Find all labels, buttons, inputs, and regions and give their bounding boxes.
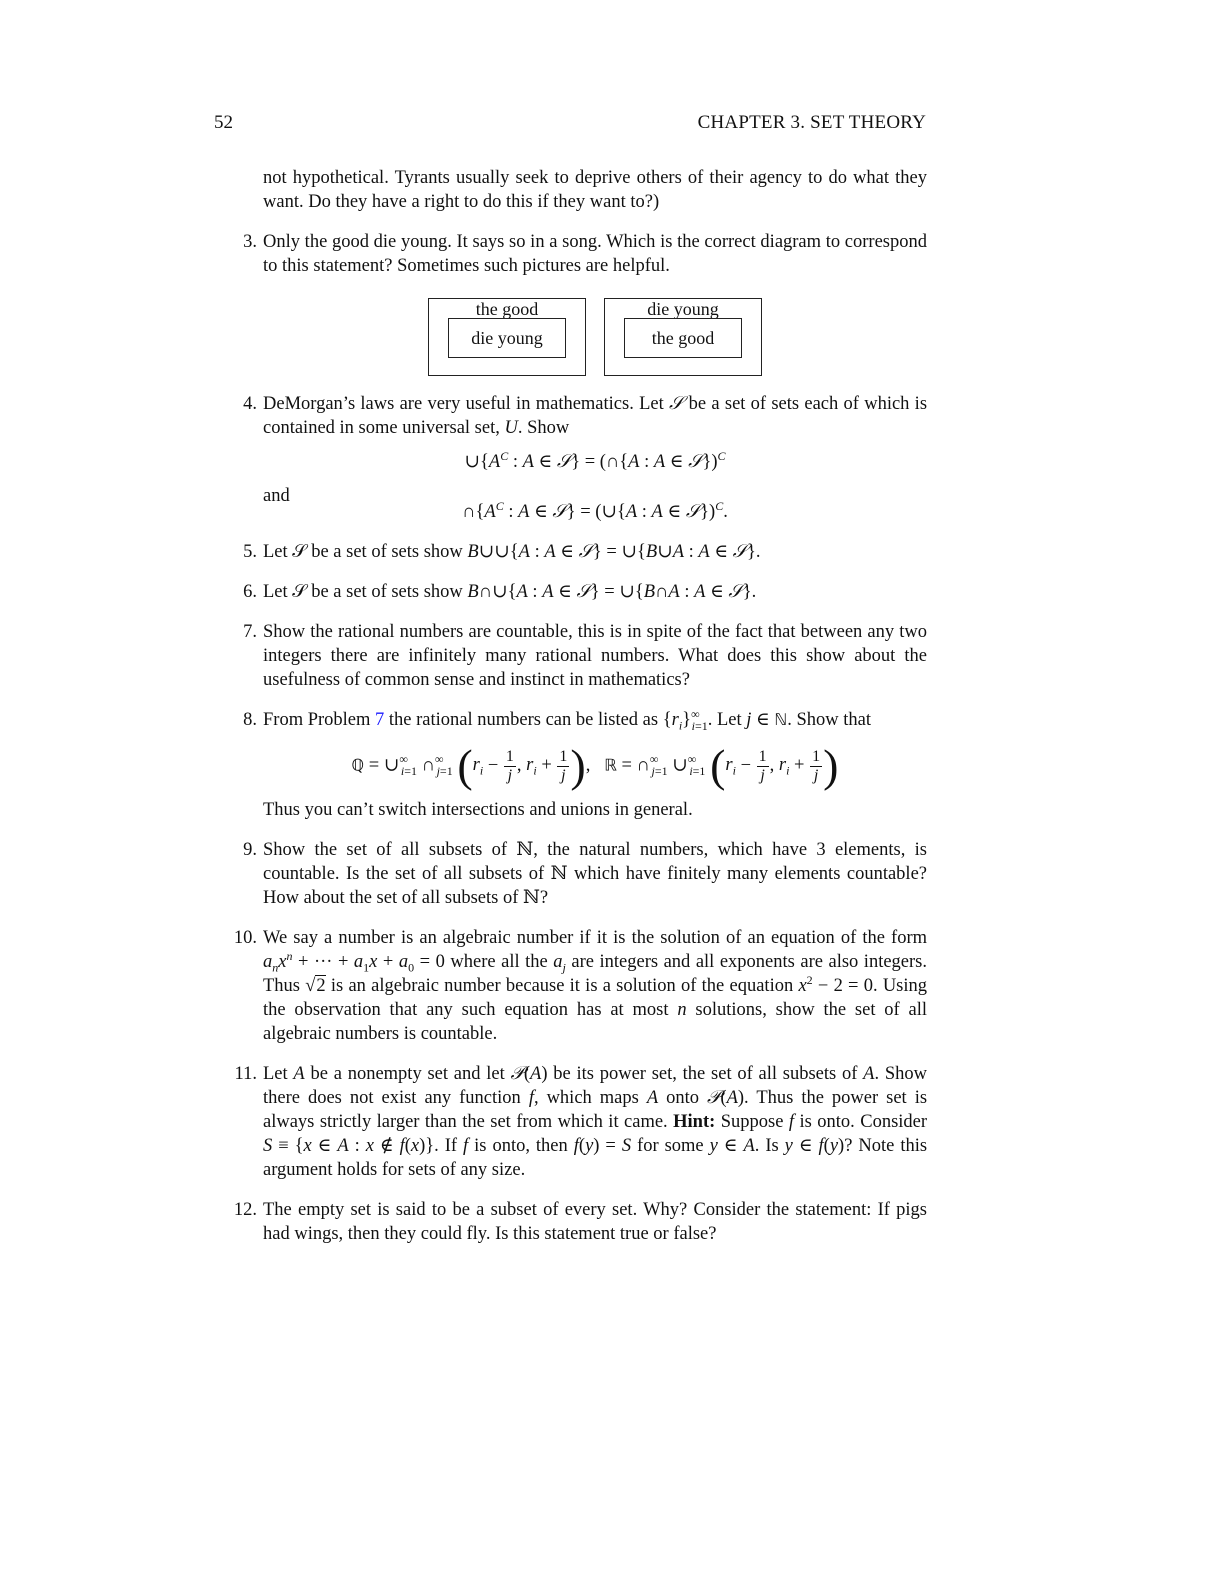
problem-text: Let A be a nonempty set and let 𝒫(A) be its power set, the set of all subsets of A. Show there does not exist any function f, which maps A onto 𝒫(A). Thus the power set is always strictly larger than the set from which it came. Hint: Suppose f is onto. Consider S ≡ {x ∈ A : x ∉ f(x)}. If f is onto, then f(y) = S for some y ∈ A. Is y ∈ f(y)? Note this argument holds for sets of any size. (263, 1063, 928, 1180)
problem-10 (233, 926, 928, 1046)
problem-number: 11. (234, 1064, 257, 1084)
problem-number: 7. (243, 622, 257, 642)
problem-number: 8. (243, 710, 257, 730)
problem-number: 4. (243, 394, 257, 414)
problem-8 (243, 706, 927, 822)
problem-11 (234, 1062, 928, 1182)
running-head: CHAPTER 3. SET THEORY (697, 112, 926, 133)
problem-text: Let 𝒮 be a set of sets show B∪∪{A : A ∈ 𝒮} = ∪{B∪A : A ∈ 𝒮}. (263, 541, 761, 562)
problem-4 (243, 392, 928, 524)
problem-number: 9. (243, 840, 257, 860)
diagram-right (604, 298, 762, 376)
demorgan-equation-1: $\cup\{A^C$ : A ∈ 𝒮} = (∩{A : A ∈ 𝒮})$^C$ (464, 448, 726, 472)
problem-8-conclusion: Thus you can’t switch intersections and unions in general. (263, 800, 693, 820)
venn-diagrams (263, 298, 927, 376)
diagram-right-inner-label: the good (651, 328, 715, 348)
diagram-right-inner-box (624, 318, 742, 358)
problem-text: We say a number is an algebraic number if it is the solution of an equation of the form $a_nx^n$ + ··· + $a_1x + a_0 = 0$ where all the $a_j$ are integers and all exponents are also integers. Thus √2 is an algebraic number because it is a solution of the equation $x^2 - 2 = 0$. Using the observation that any such equation has at most n solutions, show the set of all algebraic numbers is countable. (263, 928, 928, 1044)
problem-text: From Problem 7 the rational numbers can be listed as $\{r_i\}^\infty_{i=1}$. Let j ∈ ℕ. Show that (263, 706, 871, 733)
problem-text: Only the good die young. It says so in a song. Which is the correct diagram to correspond to this statement? Sometimes such pictures are helpful. (263, 232, 927, 276)
intro-paragraph: not hypothetical. Tyrants usually seek to deprive others of their agency to do what they want. Do they have a right to do this if they want to?) (263, 168, 927, 212)
problem-5 (243, 540, 927, 564)
rational-real-equation: ℚ = $\cup^\infty_{i=1}$ $\cap^\infty_{j=1}$ ($r_i$ − $\frac{1}{j}$ , $r_i$ + $\frac{1}{j}$ ), ℝ = $\cap^\infty_{j=1}$ $\cup^\infty_{i=1}$ ($r_i$ − $\frac{1}{j}$ , $r_i$ + $\frac{1}{j}$ ) (351, 740, 839, 791)
problem-12 (233, 1198, 927, 1246)
problem-text: The empty set is said to be a subset of every set. Why? Consider the statement: If pigs had wings, then they could fly. Is this statement true or false? (263, 1200, 927, 1244)
problem-text: Let 𝒮 be a set of sets show B∩∪{A : A ∈ 𝒮} = ∪{B∩A : A ∈ 𝒮}. (263, 581, 757, 602)
diagram-right-outer-label: die young (647, 299, 719, 319)
problem-text: Show the set of all subsets of ℕ, the natural numbers, which have 3 elements, is countable. Is the set of all subsets of ℕ which have finitely many elements countable? How about the set of all subsets of ℕ? (263, 840, 927, 908)
problem-number: 12. (233, 1200, 257, 1220)
diagram-left-inner-box (448, 318, 566, 358)
problem-reference-link[interactable]: 7 (375, 710, 385, 730)
problem-6 (243, 580, 927, 604)
problem-number: 6. (243, 582, 257, 602)
page-body (233, 166, 928, 1246)
and-connector: and (263, 486, 290, 506)
problem-text: DeMorgan’s laws are very useful in mathematics. Let 𝒮 be a set of sets each of which is contained in some universal set, U. Show (263, 393, 928, 438)
problem-number: 5. (243, 542, 257, 562)
demorgan-equation-2: $\cap\{A^C$ : A ∈ 𝒮} = (∪{A : A ∈ 𝒮})$^C$. (462, 498, 728, 522)
problem-3 (243, 230, 927, 376)
problem-7 (243, 620, 927, 692)
problem-9 (243, 838, 927, 910)
problem-number: 10. (233, 928, 257, 948)
diagram-left-inner-label: die young (471, 328, 543, 348)
diagram-left-outer-label: the good (475, 299, 539, 319)
page-number: 52 (214, 112, 233, 133)
problem-text: Show the rational numbers are countable, this is in spite of the fact that between any two integers there are infinitely many rational numbers. What does this show about the usefulness of common sense and instinct in mathematics? (263, 622, 927, 690)
diagram-left (428, 298, 586, 376)
problem-number: 3. (243, 232, 257, 252)
